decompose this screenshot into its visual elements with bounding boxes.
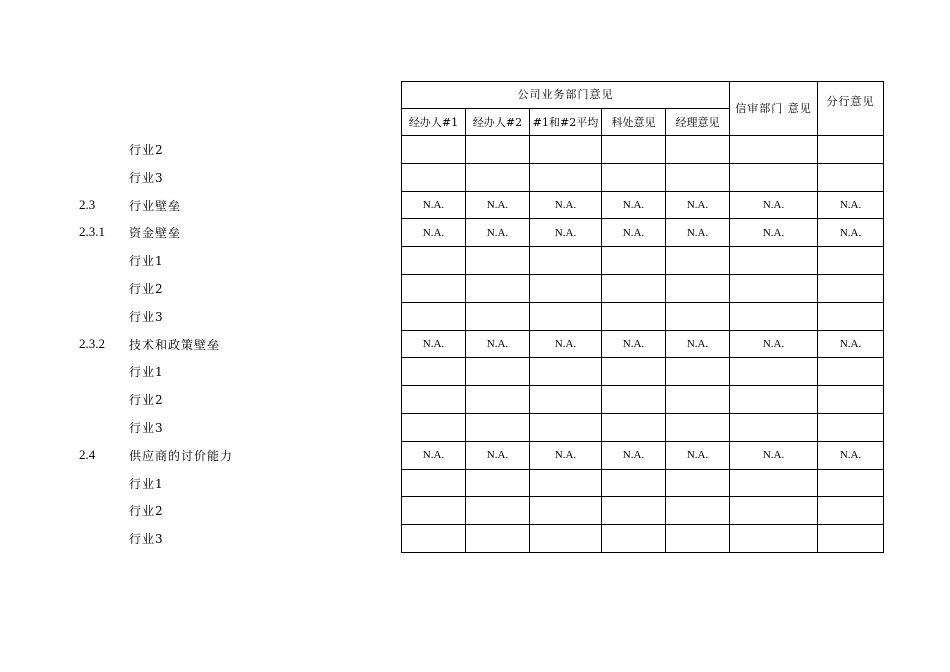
table-row: [402, 219, 884, 247]
credit-review-cell: [730, 469, 818, 497]
handler-1-cell: [402, 274, 466, 302]
opinion-table: [401, 81, 884, 553]
average-cell: [530, 525, 602, 553]
manager-opinion-cell: [666, 274, 730, 302]
outline-row: [0, 495, 390, 523]
handler-1-header: 经办人#1: [402, 109, 466, 136]
handler-2-cell: N.A.: [466, 191, 530, 219]
handler-1-cell: [402, 247, 466, 275]
handler-2-cell: N.A.: [466, 441, 530, 469]
handler-2-cell: [466, 302, 530, 330]
branch-opinion-cell: [818, 386, 884, 414]
table-row: [402, 163, 884, 191]
table-row: [402, 191, 884, 219]
section-label: 供应商的讨价能力: [129, 448, 234, 463]
handler-1-cell: [402, 302, 466, 330]
branch-opinion-header: 分行意见: [818, 82, 884, 136]
outline-row: [0, 412, 390, 440]
table-row: [402, 302, 884, 330]
section-label: 行业1: [129, 254, 164, 269]
section-opinion-cell: [602, 386, 666, 414]
average-cell: [530, 302, 602, 330]
manager-opinion-header: 经理意见: [666, 109, 730, 136]
handler-1-cell: [402, 136, 466, 164]
manager-opinion-cell: [666, 136, 730, 164]
average-cell: [530, 247, 602, 275]
branch-opinion-cell: [818, 302, 884, 330]
section-opinion-cell: [602, 163, 666, 191]
outline-row: [0, 245, 390, 273]
table-row: [402, 274, 884, 302]
section-outline: [0, 134, 390, 551]
branch-opinion-cell: [818, 163, 884, 191]
section-opinion-cell: N.A.: [602, 219, 666, 247]
handler-1-cell: N.A.: [402, 191, 466, 219]
manager-opinion-cell: N.A.: [666, 441, 730, 469]
branch-opinion-cell: N.A.: [818, 219, 884, 247]
section-opinion-cell: [602, 274, 666, 302]
branch-opinion-cell: [818, 358, 884, 386]
branch-opinion-cell: N.A.: [818, 330, 884, 358]
outline-row: [0, 468, 390, 496]
section-number: 2.3.1: [79, 224, 105, 240]
handler-1-cell: [402, 525, 466, 553]
outline-row: [0, 162, 390, 190]
table-row: [402, 469, 884, 497]
credit-review-cell: [730, 497, 818, 525]
handler-1-cell: N.A.: [402, 330, 466, 358]
outline-row: [0, 301, 390, 329]
section-label: 行业3: [129, 420, 164, 435]
branch-opinion-cell: [818, 247, 884, 275]
outline-row: [0, 134, 390, 162]
credit-review-cell: [730, 358, 818, 386]
average-header: #1和#2平均: [530, 109, 602, 136]
outline-row: [0, 190, 390, 218]
section-opinion-cell: [602, 358, 666, 386]
outline-row: [0, 329, 390, 357]
credit-review-cell: N.A.: [730, 441, 818, 469]
average-cell: [530, 413, 602, 441]
table-row: [402, 497, 884, 525]
branch-opinion-cell: N.A.: [818, 191, 884, 219]
manager-opinion-cell: [666, 525, 730, 553]
average-cell: [530, 136, 602, 164]
handler-2-cell: [466, 247, 530, 275]
section-opinion-cell: N.A.: [602, 191, 666, 219]
section-number: 2.4: [79, 446, 96, 462]
section-label: 行业2: [129, 504, 164, 519]
section-opinion-cell: [602, 525, 666, 553]
table-row: [402, 441, 884, 469]
manager-opinion-cell: [666, 469, 730, 497]
section-opinion-cell: [602, 497, 666, 525]
handler-1-cell: N.A.: [402, 219, 466, 247]
branch-opinion-cell: [818, 136, 884, 164]
outline-row: [0, 440, 390, 468]
table-row: [402, 386, 884, 414]
section-opinion-cell: [602, 302, 666, 330]
section-label: 行业2: [129, 143, 164, 157]
section-opinion-cell: [602, 136, 666, 164]
manager-opinion-cell: N.A.: [666, 191, 730, 219]
credit-review-cell: N.A.: [730, 330, 818, 358]
section-label: 行业3: [129, 170, 164, 185]
average-cell: [530, 497, 602, 525]
handler-2-cell: [466, 136, 530, 164]
average-cell: [530, 358, 602, 386]
table-row: [402, 330, 884, 358]
average-cell: [530, 386, 602, 414]
outline-row: [0, 273, 390, 301]
credit-review-cell: [730, 302, 818, 330]
credit-review-cell: [730, 413, 818, 441]
handler-1-cell: [402, 469, 466, 497]
section-label: 行业2: [129, 393, 164, 408]
handler-2-cell: [466, 469, 530, 497]
section-opinion-cell: [602, 247, 666, 275]
average-cell: [530, 274, 602, 302]
table-row: [402, 525, 884, 553]
table-row: [402, 413, 884, 441]
header-row: [402, 82, 884, 109]
handler-2-cell: [466, 358, 530, 386]
manager-opinion-cell: [666, 358, 730, 386]
handler-1-cell: N.A.: [402, 441, 466, 469]
branch-opinion-cell: [818, 413, 884, 441]
handler-2-cell: [466, 274, 530, 302]
section-opinion-cell: [602, 469, 666, 497]
manager-opinion-cell: N.A.: [666, 330, 730, 358]
handler-1-cell: [402, 497, 466, 525]
average-cell: [530, 163, 602, 191]
branch-opinion-cell: [818, 469, 884, 497]
average-cell: N.A.: [530, 191, 602, 219]
credit-review-cell: [730, 163, 818, 191]
section-label: 资金壁垒: [129, 226, 182, 241]
handler-2-header: 经办人#2: [466, 109, 530, 136]
outline-row: [0, 356, 390, 384]
branch-opinion-cell: [818, 274, 884, 302]
branch-opinion-cell: N.A.: [818, 441, 884, 469]
manager-opinion-cell: N.A.: [666, 219, 730, 247]
outline-row: [0, 217, 390, 245]
credit-review-cell: [730, 274, 818, 302]
section-label: 行业3: [129, 309, 164, 324]
manager-opinion-cell: [666, 386, 730, 414]
credit-review-cell: N.A.: [730, 191, 818, 219]
section-opinion-cell: N.A.: [602, 330, 666, 358]
credit-review-cell: N.A.: [730, 219, 818, 247]
section-number: 2.3.2: [79, 335, 105, 351]
section-opinion-cell: N.A.: [602, 441, 666, 469]
handler-2-cell: [466, 525, 530, 553]
section-label: 行业2: [129, 281, 164, 296]
handler-2-cell: [466, 497, 530, 525]
section-label: 行业1: [129, 365, 164, 380]
handler-2-cell: [466, 386, 530, 414]
section-label: 技术和政策壁垒: [129, 337, 221, 352]
average-cell: N.A.: [530, 219, 602, 247]
average-cell: N.A.: [530, 441, 602, 469]
credit-review-cell: [730, 247, 818, 275]
handler-2-cell: N.A.: [466, 330, 530, 358]
manager-opinion-cell: [666, 497, 730, 525]
handler-2-cell: [466, 413, 530, 441]
table-row: [402, 136, 884, 164]
branch-opinion-cell: [818, 525, 884, 553]
table-row: [402, 358, 884, 386]
credit-review-cell: [730, 136, 818, 164]
handler-2-cell: N.A.: [466, 219, 530, 247]
section-opinion-cell: [602, 413, 666, 441]
section-number: 2.3: [79, 196, 96, 212]
manager-opinion-cell: [666, 302, 730, 330]
manager-opinion-cell: [666, 163, 730, 191]
handler-1-cell: [402, 163, 466, 191]
credit-review-cell: [730, 386, 818, 414]
handler-1-cell: [402, 413, 466, 441]
outline-row: [0, 384, 390, 412]
branch-opinion-cell: [818, 497, 884, 525]
outline-row: [0, 523, 390, 551]
section-opinion-header: 科处意见: [602, 109, 666, 136]
section-label: 行业1: [129, 476, 164, 491]
average-cell: N.A.: [530, 330, 602, 358]
credit-review-cell: [730, 525, 818, 553]
dept-opinion-header: 公司业务部门意见: [402, 82, 730, 109]
handler-1-cell: [402, 358, 466, 386]
section-label: 行业壁垒: [129, 198, 182, 213]
table-row: [402, 247, 884, 275]
average-cell: [530, 469, 602, 497]
manager-opinion-cell: [666, 247, 730, 275]
section-label: 行业3: [129, 532, 164, 547]
handler-2-cell: [466, 163, 530, 191]
handler-1-cell: [402, 386, 466, 414]
manager-opinion-cell: [666, 413, 730, 441]
credit-review-header: 信审部门 意见: [730, 82, 818, 136]
